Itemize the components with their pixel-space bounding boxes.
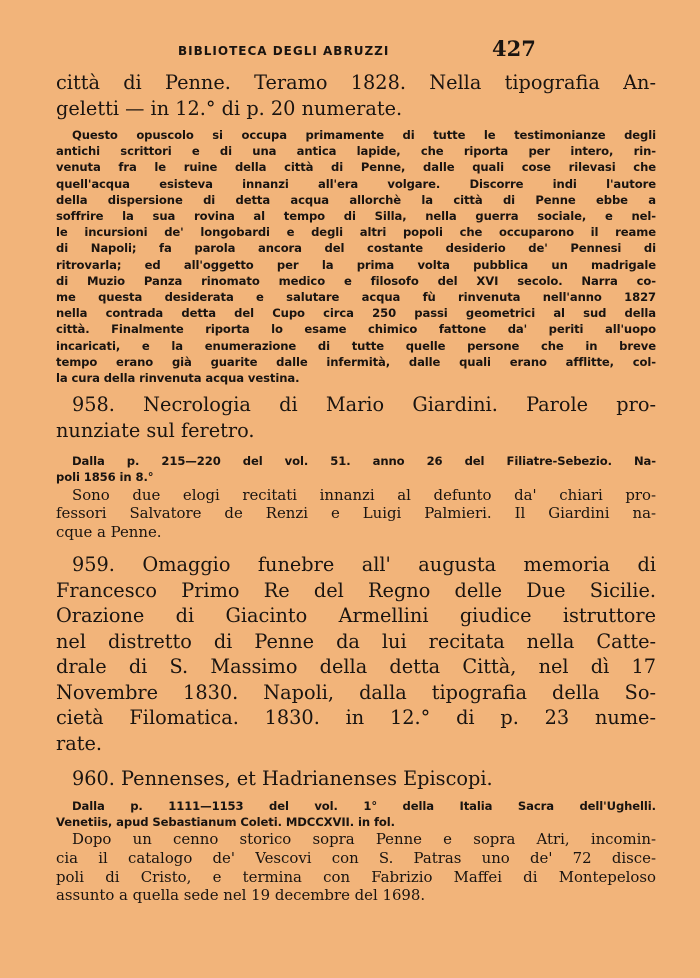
entry-958-source <box>56 453 656 485</box>
text-line: drale di S. Massimo della detta Città, nel dì 17 <box>56 655 656 679</box>
note-line: me questa desiderata e salutare acqua fù rinvenuta nell'anno 1827 <box>56 290 656 305</box>
entry-960-note <box>56 830 656 905</box>
note-line: Questo opuscolo si occupa primamente di tutte le testimonianze degli <box>72 128 656 142</box>
text-line: città di Penne. Teramo 1828. Nella tipografia An- <box>56 71 656 94</box>
text-line: 959. Omaggio funebre all' augusta memoria di <box>72 553 656 577</box>
note-line: della dispersione di detta acqua allorchè la città di Penne ebbe a <box>56 192 656 207</box>
note-line: la cura della rinvenuta acqua vestina. <box>56 371 300 386</box>
note-line: Dopo un cenno storico sopra Penne e sopra Atri, incomin- <box>72 829 656 848</box>
entry-960-source <box>56 798 656 830</box>
page-body <box>56 70 656 905</box>
note-line: fessori Salvatore de Renzi e Luigi Palmieri. Il Giardini na- <box>56 504 656 523</box>
text-line: geletti — in 12.° di p. 20 numerate. <box>56 96 403 120</box>
note-line: città. Finalmente riporta lo esame chimico fattone da' periti all'uopo <box>56 322 656 337</box>
note-line: venuta fra le ruine della città di Penne, dalle quali cose rilevasi che <box>56 160 656 175</box>
running-title: BIBLIOTECA DEGLI ABRUZZI <box>178 44 390 58</box>
text-line: Novembre 1830. Napoli, dalla tipografia della So- <box>56 680 656 704</box>
entry-958-note <box>56 486 656 542</box>
source-line: Venetiis, apud Sebastianum Coleti. MDCCXVII. in fol. <box>56 814 395 829</box>
text-line: 958. Necrologia di Mario Giardini. Parole pro- <box>72 393 656 417</box>
text-line: 960. Pennenses, et Hadrianenses Episcopi. <box>72 767 493 791</box>
source-line: Dalla p. 1111—1153 del vol. 1° della Italia Sacra dell'Ughelli. <box>72 798 656 813</box>
text-line: Francesco Primo Re del Regno delle Due Sicilie. <box>56 578 656 602</box>
page-header <box>0 36 700 66</box>
note-line: incaricati, e la enumerazione di tutte quelle persone che in breve <box>56 338 656 353</box>
note-line: quell'acqua esisteva innanzi all'era volgare. Discorre indi l'autore <box>56 176 656 191</box>
entry-957-note <box>56 127 656 386</box>
source-line: poli 1856 in 8.° <box>56 470 154 485</box>
note-line: cia il catalogo de' Vescovi con S. Patras uno de' 72 disce- <box>56 848 656 867</box>
note-line: tempo erano già guarite dalle infermità, dalle quali erano afflitte, col- <box>56 354 656 369</box>
note-line: di Muzio Panza rinomato medico e filosofo del XVI secolo. Narra co- <box>56 273 656 288</box>
text-line: cietà Filomatica. 1830. in 12.° di p. 23 nume- <box>56 706 656 730</box>
entry-957-tail <box>56 70 656 121</box>
entry-958-title <box>56 392 656 443</box>
entry-960-title <box>56 766 656 792</box>
note-line: Sono due elogi recitati innanzi al defunto da' chiari pro- <box>72 485 656 504</box>
entry-959 <box>56 552 656 756</box>
note-line: cque a Penne. <box>56 523 162 542</box>
note-line: le incursioni de' longobardi e degli altri popoli che occuparono il reame <box>56 225 656 240</box>
note-line: antichi scrittori e di una antica lapide, che riporta per intero, rin- <box>56 144 656 159</box>
note-line: nella contrada detta del Cupo circa 250 passi geometrici al sud della <box>56 306 656 321</box>
note-line: poli di Cristo, e termina con Fabrizio Maffei di Montepeloso <box>56 867 656 886</box>
text-line: nunziate sul feretro. <box>56 418 255 442</box>
note-line: soffrire la sua rovina al tempo di Silla, nella guerra sociale, e nel- <box>56 209 656 224</box>
text-line: nel distretto di Penne da lui recitata nella Catte- <box>56 629 656 653</box>
note-line: di Napoli; fa parola ancora del costante desiderio de' Pennesi di <box>56 241 656 256</box>
page-number: 427 <box>492 36 536 61</box>
text-line: rate. <box>56 731 103 755</box>
source-line: Dalla p. 215—220 del vol. 51. anno 26 del Filiatre-Sebezio. Na- <box>72 454 656 469</box>
text-line: Orazione di Giacinto Armellini giudice istruttore <box>56 604 656 628</box>
note-line: ritrovarla; ed all'oggetto per la prima volta pubblica un madrigale <box>56 257 656 272</box>
note-line: assunto a quella sede nel 19 decembre del 1698. <box>56 886 426 905</box>
